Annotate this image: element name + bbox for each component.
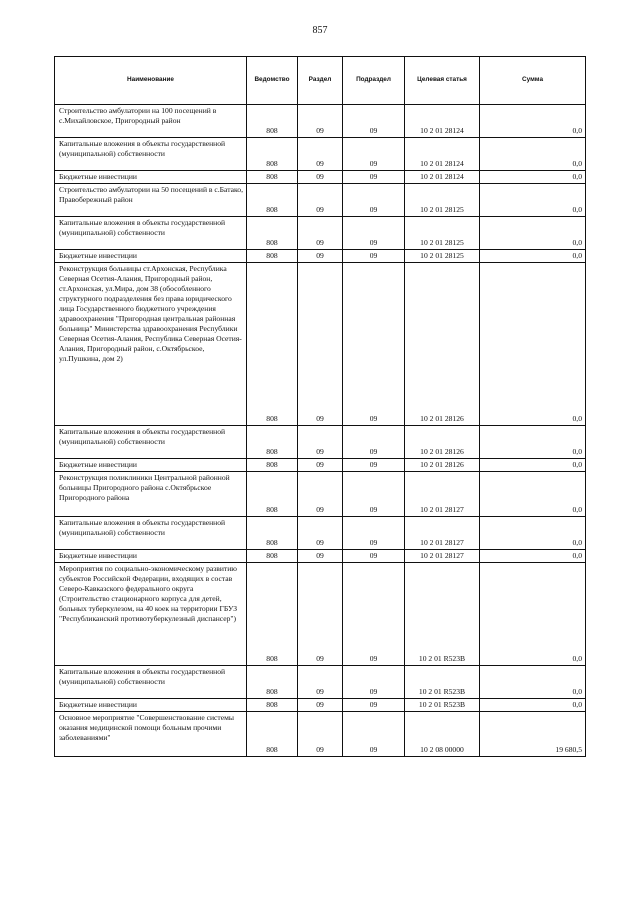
row-subsection: 09 xyxy=(343,250,405,263)
row-name: Бюджетные инвестиции xyxy=(55,699,247,712)
row-sum: 0,0 xyxy=(480,138,586,171)
row-department: 808 xyxy=(247,426,298,459)
row-section: 09 xyxy=(298,699,343,712)
row-sum: 0,0 xyxy=(480,563,586,666)
table-row xyxy=(55,184,586,217)
row-department: 808 xyxy=(247,563,298,666)
row-target-article: 10 2 01 28126 xyxy=(405,426,480,459)
row-department: 808 xyxy=(247,263,298,426)
row-department: 808 xyxy=(247,712,298,757)
row-sum: 19 680,5 xyxy=(480,712,586,757)
row-subsection: 09 xyxy=(343,472,405,517)
table-row xyxy=(55,105,586,138)
row-name: Капитальные вложения в объекты государственной (муниципальной) собственности xyxy=(55,517,247,550)
row-section: 09 xyxy=(298,138,343,171)
row-sum: 0,0 xyxy=(480,263,586,426)
row-department: 808 xyxy=(247,666,298,699)
row-target-article: 10 2 01 28125 xyxy=(405,217,480,250)
row-subsection: 09 xyxy=(343,459,405,472)
row-subsection: 09 xyxy=(343,184,405,217)
table-row xyxy=(55,563,586,666)
row-sum: 0,0 xyxy=(480,472,586,517)
row-target-article: 10 2 01 28127 xyxy=(405,472,480,517)
row-department: 808 xyxy=(247,171,298,184)
row-subsection: 09 xyxy=(343,426,405,459)
row-department: 808 xyxy=(247,459,298,472)
table-row xyxy=(55,712,586,757)
header-target-article: Целевая статья xyxy=(405,57,480,105)
row-subsection: 09 xyxy=(343,517,405,550)
row-section: 09 xyxy=(298,105,343,138)
row-section: 09 xyxy=(298,666,343,699)
row-target-article: 10 2 01 28127 xyxy=(405,517,480,550)
table-row xyxy=(55,138,586,171)
table-row xyxy=(55,250,586,263)
row-target-article: 10 2 01 28125 xyxy=(405,250,480,263)
row-target-article: 10 2 01 28124 xyxy=(405,171,480,184)
row-section: 09 xyxy=(298,472,343,517)
row-department: 808 xyxy=(247,138,298,171)
table-row xyxy=(55,472,586,517)
row-department: 808 xyxy=(247,250,298,263)
header-name: Наименование xyxy=(55,57,247,105)
row-name: Бюджетные инвестиции xyxy=(55,550,247,563)
row-name: Капитальные вложения в объекты государственной (муниципальной) собственности xyxy=(55,217,247,250)
row-target-article: 10 2 01 28126 xyxy=(405,459,480,472)
row-sum: 0,0 xyxy=(480,105,586,138)
row-sum: 0,0 xyxy=(480,699,586,712)
row-subsection: 09 xyxy=(343,263,405,426)
row-target-article: 10 2 01 28124 xyxy=(405,105,480,138)
row-target-article: 10 2 08 00000 xyxy=(405,712,480,757)
row-name: Мероприятия по социально-экономическому развитию субъектов Российской Федерации, входящих в состав Северо-Кавказского федерального округа (Строительство стационарного корпуса для детей, больных туберкулезом, на 40 коек на территории ГБУЗ "Республиканский противотуберкулезный диспансер") xyxy=(55,563,247,666)
row-department: 808 xyxy=(247,699,298,712)
row-department: 808 xyxy=(247,105,298,138)
row-subsection: 09 xyxy=(343,563,405,666)
row-sum: 0,0 xyxy=(480,459,586,472)
table-row xyxy=(55,263,586,426)
row-subsection: 09 xyxy=(343,138,405,171)
row-subsection: 09 xyxy=(343,105,405,138)
row-name: Реконструкция поликлиники Центральной районной больницы Пригородного района с.Октябрьское Пригородного района xyxy=(55,472,247,517)
row-sum: 0,0 xyxy=(480,217,586,250)
row-target-article: 10 2 01 R523B xyxy=(405,563,480,666)
row-name: Строительство амбулатории на 100 посещений в с.Михайловское, Пригородный район xyxy=(55,105,247,138)
table-row xyxy=(55,217,586,250)
row-section: 09 xyxy=(298,563,343,666)
row-section: 09 xyxy=(298,459,343,472)
row-name: Строительство амбулатории на 50 посещений в с.Батако, Правобережный район xyxy=(55,184,247,217)
row-subsection: 09 xyxy=(343,712,405,757)
row-section: 09 xyxy=(298,550,343,563)
row-sum: 0,0 xyxy=(480,171,586,184)
row-sum: 0,0 xyxy=(480,550,586,563)
row-sum: 0,0 xyxy=(480,517,586,550)
row-subsection: 09 xyxy=(343,550,405,563)
row-target-article: 10 2 01 R523B xyxy=(405,699,480,712)
table-row xyxy=(55,459,586,472)
row-section: 09 xyxy=(298,250,343,263)
row-sum: 0,0 xyxy=(480,666,586,699)
row-sum: 0,0 xyxy=(480,426,586,459)
row-target-article: 10 2 01 R523B xyxy=(405,666,480,699)
table-row xyxy=(55,171,586,184)
row-name: Бюджетные инвестиции xyxy=(55,171,247,184)
row-section: 09 xyxy=(298,426,343,459)
row-sum: 0,0 xyxy=(480,250,586,263)
table-row xyxy=(55,666,586,699)
row-subsection: 09 xyxy=(343,699,405,712)
row-section: 09 xyxy=(298,171,343,184)
header-subsection: Подраздел xyxy=(343,57,405,105)
row-subsection: 09 xyxy=(343,666,405,699)
table-row xyxy=(55,426,586,459)
row-sum: 0,0 xyxy=(480,184,586,217)
row-section: 09 xyxy=(298,712,343,757)
row-name: Капитальные вложения в объекты государственной (муниципальной) собственности xyxy=(55,666,247,699)
row-department: 808 xyxy=(247,517,298,550)
header-section: Раздел xyxy=(298,57,343,105)
budget-table xyxy=(54,56,586,757)
row-subsection: 09 xyxy=(343,171,405,184)
row-department: 808 xyxy=(247,217,298,250)
page-number: 857 xyxy=(312,25,328,36)
row-section: 09 xyxy=(298,517,343,550)
row-target-article: 10 2 01 28126 xyxy=(405,263,480,426)
header-department: Ведомство xyxy=(247,57,298,105)
row-target-article: 10 2 01 28124 xyxy=(405,138,480,171)
row-name: Реконструкция больницы ст.Архонская, Республика Северная Осетия-Алания, Пригородный район, ст.Архонская, ул.Мира, дом 38 (обособленного структурного подразделения без права юридического лица Государственного бюджетного учреждения здравоохранения "Пригородная центральная районная больница" Министерства здравоохранения Республики Северная Осетия-Алания, Республика Северная Осетия-Алания, Пригородный район, с.Октябрьское, ул.Пушкина, дом 2) xyxy=(55,263,247,426)
row-name: Бюджетные инвестиции xyxy=(55,250,247,263)
row-name: Капитальные вложения в объекты государственной (муниципальной) собственности xyxy=(55,138,247,171)
table-header-row xyxy=(55,57,586,105)
table-row xyxy=(55,517,586,550)
row-target-article: 10 2 01 28125 xyxy=(405,184,480,217)
table-row xyxy=(55,550,586,563)
row-name: Бюджетные инвестиции xyxy=(55,459,247,472)
table-row xyxy=(55,699,586,712)
row-name: Капитальные вложения в объекты государственной (муниципальной) собственности xyxy=(55,426,247,459)
header-sum: Сумма xyxy=(480,57,586,105)
row-name: Основное мероприятие "Совершенствование системы оказания медицинской помощи больным прочими заболеваниями" xyxy=(55,712,247,757)
row-section: 09 xyxy=(298,217,343,250)
row-section: 09 xyxy=(298,184,343,217)
row-target-article: 10 2 01 28127 xyxy=(405,550,480,563)
row-section: 09 xyxy=(298,263,343,426)
row-department: 808 xyxy=(247,472,298,517)
row-department: 808 xyxy=(247,184,298,217)
row-subsection: 09 xyxy=(343,217,405,250)
row-department: 808 xyxy=(247,550,298,563)
